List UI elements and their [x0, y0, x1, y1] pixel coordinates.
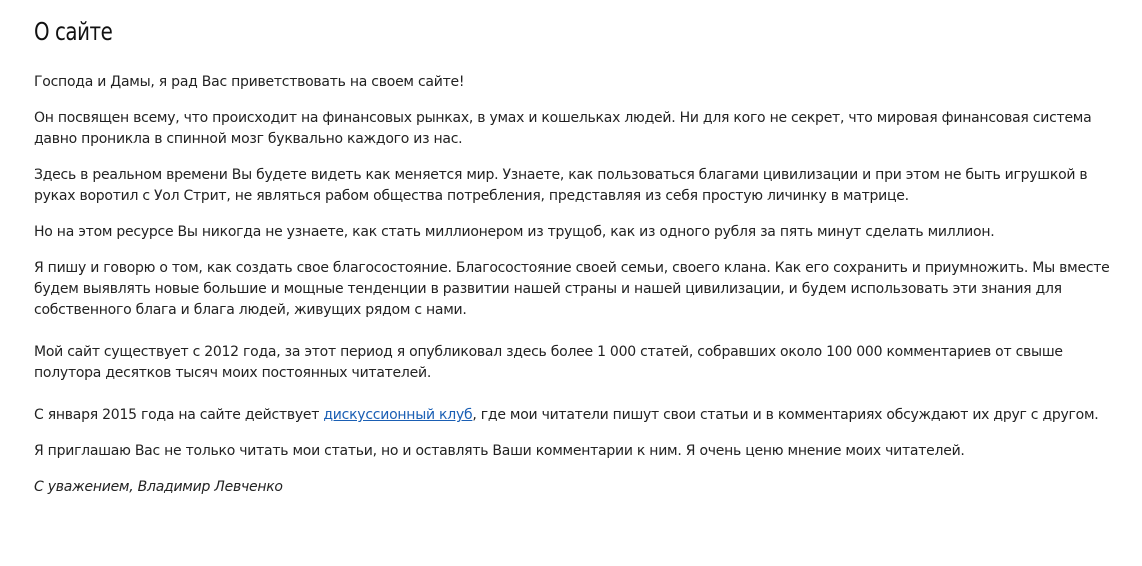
wealth-paragraph: Я пишу и говорю о том, как создать свое благосостояние. Благосостояние своей семьи, своего клана. Как его сохранить и приумножить. Мы вместе будем выявлять новые большие и мощные тенденции в развитии нашей страны и нашей цивилизации, и будем использовать эти знания для собственного блага и блага людей, живущих рядом с нами.	[34, 260, 1110, 318]
greeting-paragraph: Господа и Дамы, я рад Вас приветствовать на своем сайте!	[34, 74, 465, 90]
purpose-paragraph: Он посвящен всему, что происходит на финансовых рынках, в умах и кошельках людей. Ни для кого не секрет, что мировая финансовая система давно проникла в спинной мозг буквально каждого из нас.	[34, 110, 1092, 147]
invite-paragraph: Я приглашаю Вас не только читать мои статьи, но и оставлять Ваши комментарии к ним. Я очень ценю мнение моих читателей.	[34, 443, 965, 459]
history-paragraph: Мой сайт существует с 2012 года, за этот период я опубликовал здесь более 1 000 статей, собравших около 100 000 комментариев от свыше полутора десятков тысяч моих постоянных читателей.	[34, 344, 1063, 381]
signature: С уважением, Владимир Левченко	[34, 479, 283, 495]
club-text-after: , где мои читатели пишут свои статьи и в комментариях обсуждают их друг с другом.	[472, 407, 1099, 423]
about-article	[34, 14, 1114, 513]
club-text-before: С января 2015 года на сайте действует	[34, 407, 324, 423]
page-title: О сайте	[34, 17, 113, 46]
club-paragraph	[34, 405, 1114, 426]
realtime-paragraph: Здесь в реальном времени Вы будете видеть как меняется мир. Узнаете, как пользоваться благами цивилизации и при этом не быть игрушкой в руках воротил с Уол Стрит, не являться рабом общества потребления, представляя из себя простую личинку в матрице.	[34, 167, 1088, 204]
discussion-club-link[interactable]: дискуссионный клуб	[323, 407, 473, 423]
disclaimer-paragraph: Но на этом ресурсе Вы никогда не узнаете, как стать миллионером из трущоб, как из одного рубля за пять минут сделать миллион.	[34, 224, 995, 240]
